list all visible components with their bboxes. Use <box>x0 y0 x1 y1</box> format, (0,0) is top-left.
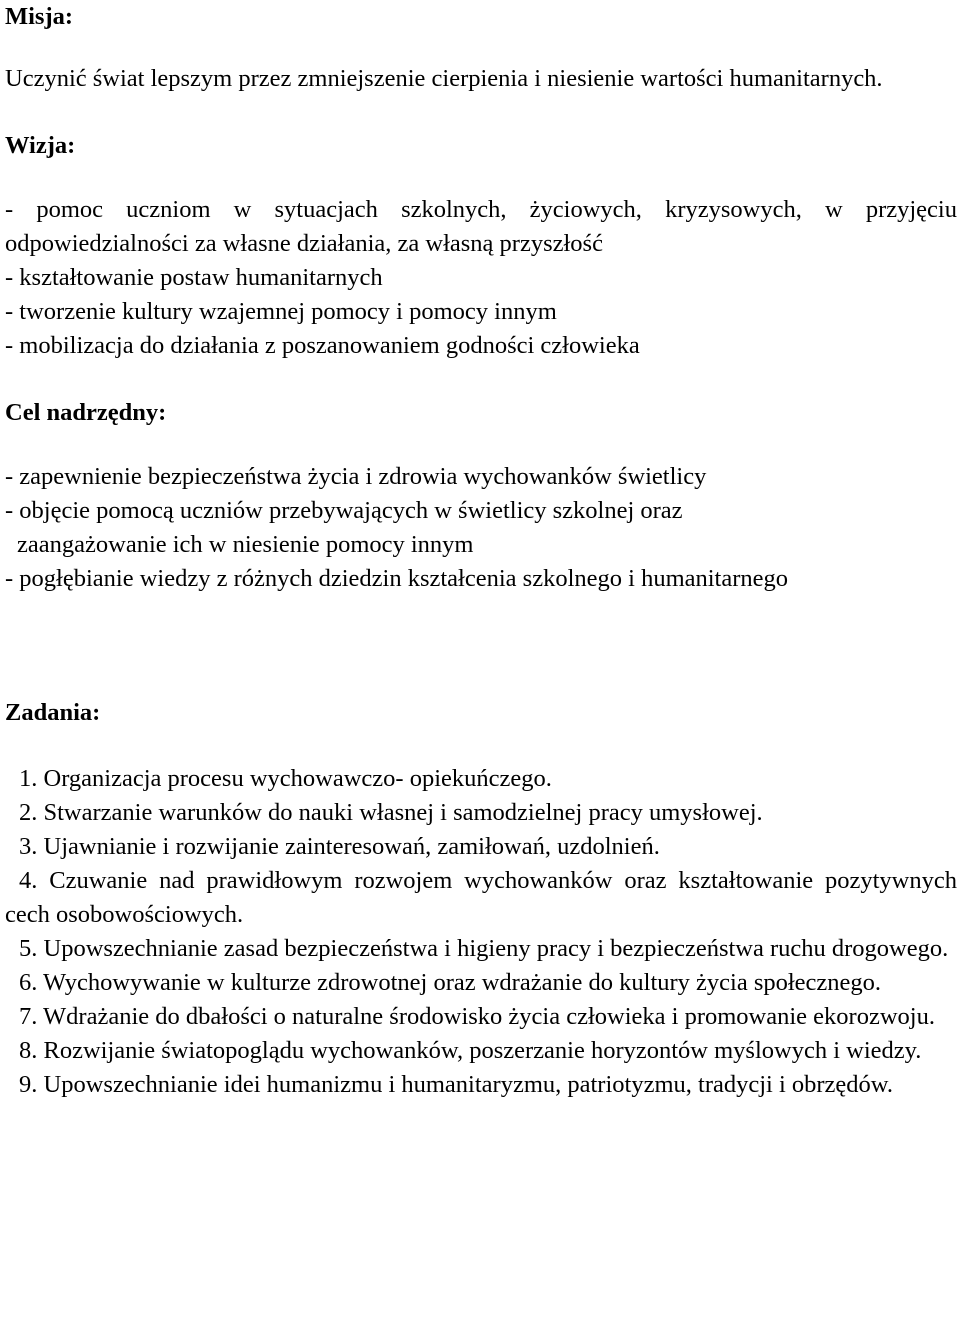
misja-heading: Misja: <box>5 3 74 30</box>
zadania-item: 6. Wychowywanie w kulturze zdrowotnej oraz wdrażanie do kultury życia społecznego. <box>19 969 882 996</box>
wizja-item: - tworzenie kultury wzajemnej pomocy i pomocy innym <box>5 298 557 325</box>
cel-item: - objęcie pomocą uczniów przebywających w świetlicy szkolnej oraz <box>5 497 683 524</box>
cel-item: - zapewnienie bezpieczeństwa życia i zdrowia wychowanków świetlicy <box>5 463 707 490</box>
zadania-item: 4. Czuwanie nad prawidłowym rozwojem wychowanków oraz kształtowanie pozytywnych cech osobowościowych. <box>5 867 957 928</box>
cel-heading: Cel nadrzędny: <box>5 399 167 426</box>
zadania-item: 8. Rozwijanie światopoglądu wychowanków, poszerzanie horyzontów myślowych i wiedzy. <box>19 1037 922 1064</box>
zadania-item: 3. Ujawnianie i rozwijanie zainteresowań, zamiłowań, uzdolnień. <box>19 833 660 860</box>
zadania-heading: Zadania: <box>5 699 101 726</box>
cel-item: - pogłębianie wiedzy z różnych dziedzin kształcenia szkolnego i humanitarnego <box>5 565 789 592</box>
zadania-item: 9. Upowszechnianie idei humanizmu i humanitaryzmu, patriotyzmu, tradycji i obrzędów. <box>19 1071 894 1098</box>
cel-list <box>5 460 957 596</box>
zadania-item: 5. Upowszechnianie zasad bezpieczeństwa i higieny pracy i bezpieczeństwa ruchu drogowego. <box>19 935 949 962</box>
zadania-item: 1. Organizacja procesu wychowawczo- opiekuńczego. <box>19 765 552 792</box>
wizja-heading: Wizja: <box>5 132 76 159</box>
wizja-item: - mobilizacja do działania z poszanowaniem godności człowieka <box>5 332 640 359</box>
zadania-list <box>5 762 957 1102</box>
zadania-item: 2. Stwarzanie warunków do nauki własnej i samodzielnej pracy umysłowej. <box>19 799 763 826</box>
cel-item: zaangażowanie ich w niesienie pomocy innym <box>17 531 474 558</box>
wizja-item: - kształtowanie postaw humanitarnych <box>5 264 383 291</box>
wizja-list <box>5 193 957 363</box>
wizja-item: - pomoc uczniom w sytuacjach szkolnych, życiowych, kryzysowych, w przyjęciu odpowiedzialności za własne działania, za własną przyszłość <box>5 196 957 257</box>
misja-text: Uczynić świat lepszym przez zmniejszenie cierpienia i niesienie wartości humanitarnych. <box>5 65 883 92</box>
zadania-item: 7. Wdrażanie do dbałości o naturalne środowisko życia człowieka i promowanie ekorozwoju. <box>19 1003 935 1030</box>
document-page <box>5 0 957 1102</box>
